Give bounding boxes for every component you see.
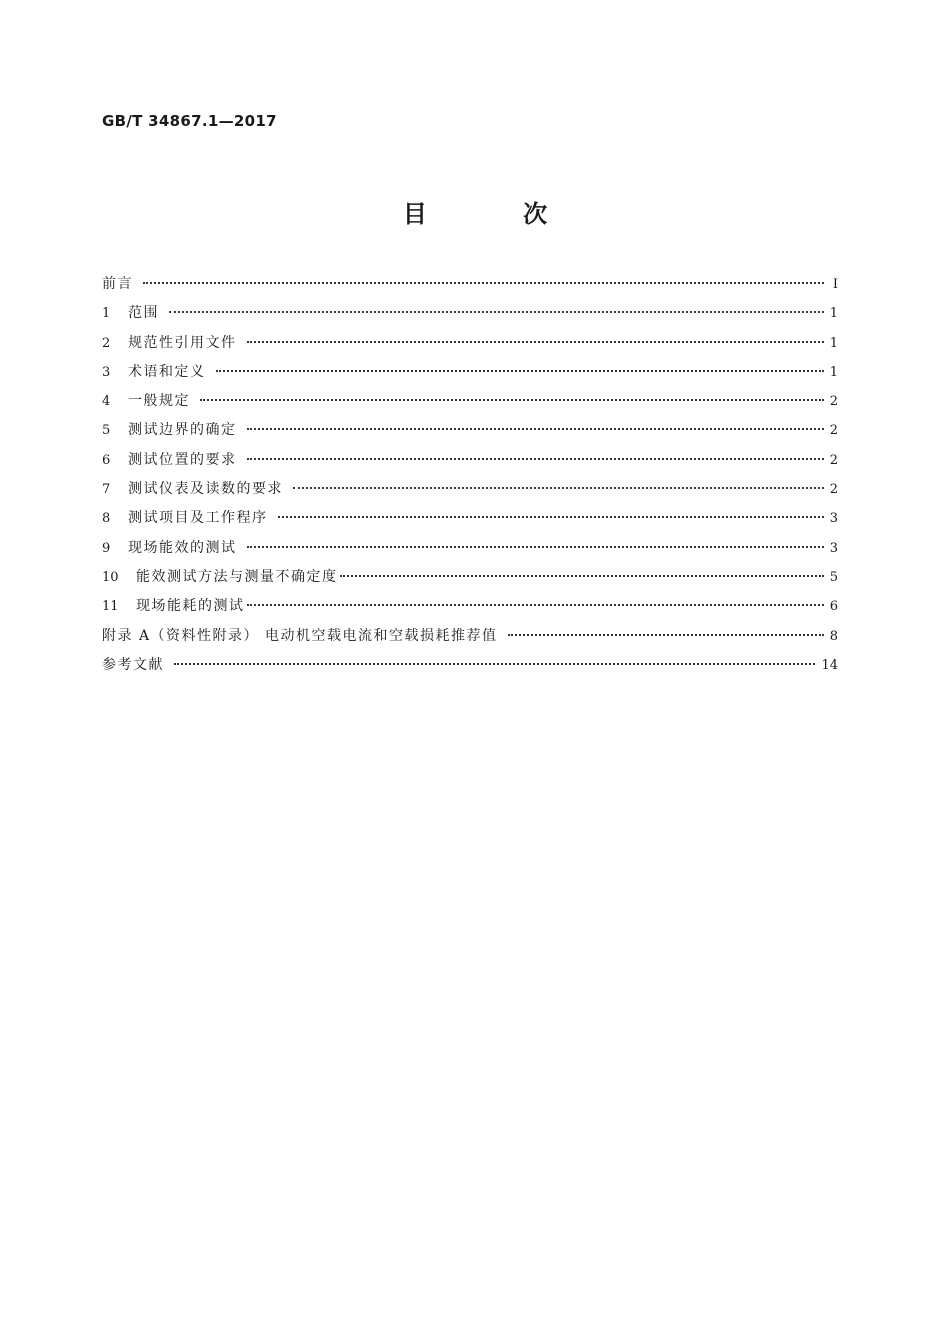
toc-entry-number: 2 <box>102 335 111 351</box>
toc-entry-page: 3 <box>829 540 838 556</box>
toc-entry-page: 2 <box>829 482 838 498</box>
toc-entry-page: Ⅰ <box>832 277 838 292</box>
page-title: 目 次 <box>402 200 592 228</box>
table-of-contents <box>102 270 838 680</box>
toc-entry-number: 7 <box>102 482 111 498</box>
toc-entry-page: 8 <box>829 628 838 644</box>
toc-entry-number: 9 <box>102 540 111 556</box>
toc-entry-appendix-a[interactable] <box>102 622 838 651</box>
toc-leader-dots <box>200 385 824 401</box>
toc-entry-label: 范围 <box>128 305 159 322</box>
toc-entry-11[interactable] <box>102 592 838 621</box>
toc-entry-6[interactable] <box>102 446 838 475</box>
toc-entry-10[interactable] <box>102 563 838 592</box>
toc-entry-label: 术语和定义 <box>128 363 206 380</box>
toc-entry-page: 1 <box>829 335 838 351</box>
toc-leader-dots <box>247 590 824 606</box>
toc-entry-label: 测试边界的确定 <box>128 422 237 439</box>
toc-entry-preface[interactable] <box>102 270 838 299</box>
toc-entry-9[interactable] <box>102 534 838 563</box>
toc-leader-dots <box>143 268 824 284</box>
toc-leader-dots <box>247 414 824 430</box>
toc-entry-page: 6 <box>829 599 838 615</box>
toc-entry-number: 11 <box>102 599 119 615</box>
toc-leader-dots <box>174 649 815 665</box>
toc-entry-label: 能效测试方法与测量不确定度 <box>136 568 338 585</box>
toc-leader-dots <box>247 532 824 548</box>
toc-entry-3[interactable] <box>102 358 838 387</box>
toc-leader-dots <box>247 444 824 460</box>
toc-entry-label: 一般规定 <box>128 393 190 410</box>
toc-entry-label: 测试仪表及读数的要求 <box>128 481 283 498</box>
toc-entry-label: 前言 <box>102 276 133 292</box>
toc-entry-page: 2 <box>829 452 838 468</box>
toc-entry-label: 测试项目及工作程序 <box>128 510 268 527</box>
toc-entry-number: 6 <box>102 452 111 468</box>
toc-leader-dots <box>340 561 824 577</box>
toc-entry-4[interactable] <box>102 387 838 416</box>
toc-entry-label: 附录 A（资料性附录） 电动机空载电流和空载损耗推荐值 <box>102 627 498 644</box>
standard-code: GB/T 34867.1—2017 <box>102 112 277 130</box>
toc-entry-number: 3 <box>102 364 111 380</box>
toc-entry-page: 5 <box>829 569 838 585</box>
toc-entry-label: 现场能效的测试 <box>128 539 237 556</box>
toc-entry-label: 测试位置的要求 <box>128 451 237 468</box>
toc-leader-dots <box>169 297 824 313</box>
toc-leader-dots <box>216 356 824 372</box>
toc-entry-label: 参考文献 <box>102 656 164 673</box>
toc-entry-1[interactable] <box>102 299 838 328</box>
toc-entry-page: 14 <box>821 657 838 673</box>
toc-entry-7[interactable] <box>102 475 838 504</box>
toc-entry-label: 规范性引用文件 <box>128 334 237 351</box>
toc-entry-number: 10 <box>102 569 119 585</box>
toc-entry-page: 2 <box>829 394 838 410</box>
toc-leader-dots <box>293 473 824 489</box>
toc-entry-page: 2 <box>829 423 838 439</box>
toc-entry-8[interactable] <box>102 504 838 533</box>
toc-entry-page: 1 <box>829 364 838 380</box>
toc-entry-number: 4 <box>102 394 111 410</box>
toc-entry-references[interactable] <box>102 651 838 680</box>
toc-entry-5[interactable] <box>102 416 838 445</box>
toc-entry-2[interactable] <box>102 329 838 358</box>
toc-entry-page: 3 <box>829 511 838 527</box>
toc-entry-label: 现场能耗的测试 <box>136 598 245 615</box>
toc-leader-dots <box>508 620 824 636</box>
toc-leader-dots <box>247 327 824 343</box>
toc-entry-number: 1 <box>102 306 111 322</box>
toc-entry-number: 5 <box>102 423 111 439</box>
toc-entry-page: 1 <box>829 306 838 322</box>
toc-entry-number: 8 <box>102 511 111 527</box>
toc-leader-dots <box>278 502 824 518</box>
